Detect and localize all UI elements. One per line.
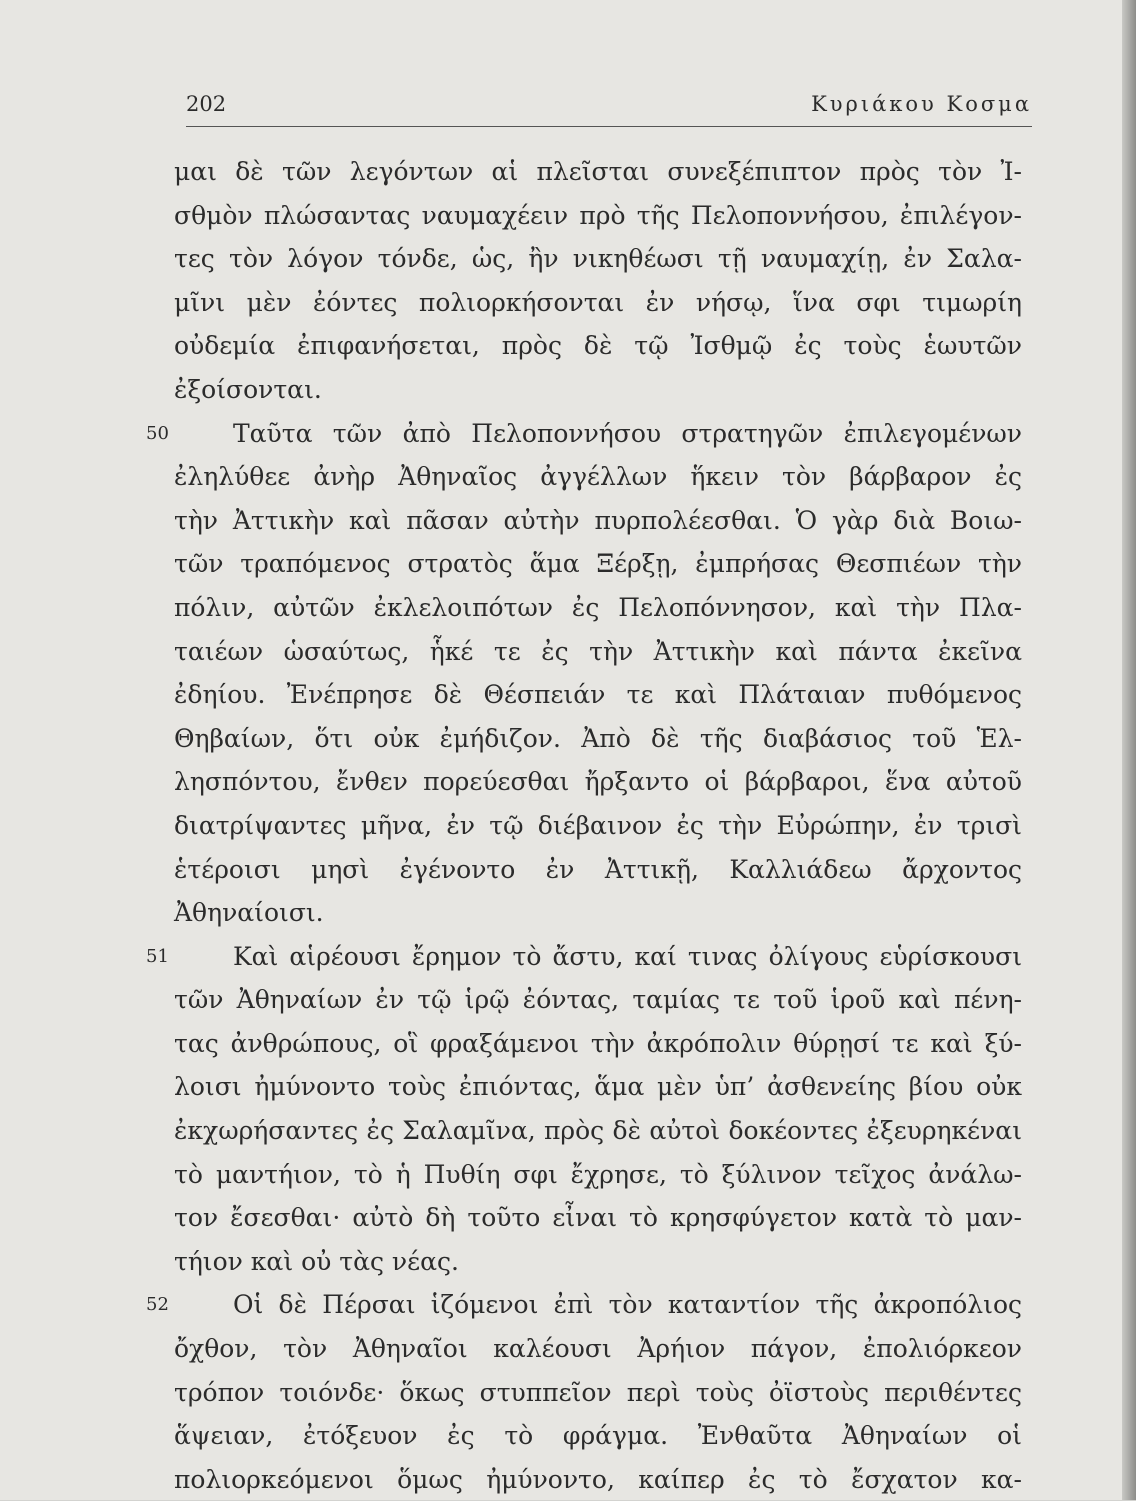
text-line xyxy=(0,1240,1122,1284)
text-line xyxy=(0,1065,1122,1109)
running-head: Κυριάκου Κοσμα xyxy=(811,92,1032,116)
line-text: ἐδηίου. Ἐνέπρησε δὲ Θέσπειάν τε καὶ Πλάταιαν πυθόμενος xyxy=(174,680,1022,710)
text-line xyxy=(0,150,1122,194)
text-line xyxy=(0,848,1122,892)
text-line xyxy=(0,412,1122,456)
line-text: τῶν Ἀθηναίων ἐν τῷ ἱρῷ ἐόντας, ταμίας τε τοῦ ἱροῦ καὶ πένη- xyxy=(174,985,1022,1015)
text-line xyxy=(0,1022,1122,1066)
line-text: ἑτέροισι μησὶ ἐγένοντο ἐν Ἀττικῇ, Καλλιάδεω ἄρχοντος xyxy=(174,854,1022,884)
line-text: λοισι ἠμύνοντο τοὺς ἐπιόντας, ἅμα μὲν ὑπ’ ἀσθενείης βίου οὐκ xyxy=(174,1072,1022,1102)
text-line xyxy=(0,1283,1122,1327)
body-text xyxy=(0,150,1122,1501)
section-number: 50 xyxy=(146,422,169,444)
line-text: μῖνι μὲν ἐόντες πολιορκήσονται ἐν νήσῳ, ἵνα σφι τιμωρίη xyxy=(174,287,1022,317)
line-text: ὄχθον, τὸν Ἀθηναῖοι καλέουσι Ἀρήιον πάγον, ἐπολιόρκεον xyxy=(174,1334,1022,1364)
text-line xyxy=(0,542,1122,586)
line-text: τον ἔσεσθαι· αὐτὸ δὴ τοῦτο εἶναι τὸ κρησφύγετον κατὰ τὸ μαν- xyxy=(174,1203,1022,1233)
line-text: τρόπον τοιόνδε· ὅκως στυππεῖον περὶ τοὺς ὀϊστοὺς περιθέντες xyxy=(174,1377,1022,1407)
line-text: τες τὸν λόγον τόνδε, ὡς, ἢν νικηθέωσι τῇ ναυμαχίῃ, ἐν Σαλα- xyxy=(174,244,1022,274)
line-text: ἅψειαν, ἐτόξευον ἐς τὸ φράγμα. Ἐνθαῦτα Ἀθηναίων οἱ xyxy=(174,1421,1022,1451)
text-line xyxy=(0,324,1122,368)
section-number: 51 xyxy=(146,945,169,967)
line-text: ταιέων ὡσαύτως, ἧκέ τε ἐς τὴν Ἀττικὴν καὶ πάντα ἐκεῖνα xyxy=(174,636,1022,666)
line-text: τῶν τραπόμενος στρατὸς ἅμα Ξέρξῃ, ἐμπρήσας Θεσπιέων τὴν xyxy=(174,549,1022,579)
page-header xyxy=(186,92,1032,127)
line-text: τήιον καὶ οὐ τὰς νέας. xyxy=(174,1246,459,1276)
line-text: Θηβαίων, ὅτι οὐκ ἐμήδιζον. Ἀπὸ δὲ τῆς διαβάσιος τοῦ Ἑλ- xyxy=(174,723,1022,753)
line-text: τὴν Ἀττικὴν καὶ πᾶσαν αὐτὴν πυρπολέεσθαι. Ὁ γὰρ διὰ Βοιω- xyxy=(174,505,1022,535)
line-text: σθμὸν πλώσαντας ναυμαχέειν πρὸ τῆς Πελοποννήσου, ἐπιλέγον- xyxy=(174,200,1022,230)
page-edge-shadow xyxy=(1122,0,1136,1500)
text-line xyxy=(0,804,1122,848)
line-text: Καὶ αἱρέουσι ἔρημον τὸ ἄστυ, καί τινας ὀλίγους εὑρίσκουσι xyxy=(233,941,1022,971)
line-text: Οἱ δὲ Πέρσαι ἱζόμενοι ἐπὶ τὸν καταντίον τῆς ἀκροπόλιος xyxy=(233,1290,1022,1320)
section-number: 52 xyxy=(146,1294,169,1316)
text-line xyxy=(0,1371,1122,1415)
text-line xyxy=(0,760,1122,804)
text-line xyxy=(0,237,1122,281)
text-line xyxy=(0,630,1122,674)
text-line xyxy=(0,891,1122,935)
text-line xyxy=(0,1196,1122,1240)
text-line xyxy=(0,1458,1122,1501)
line-text: ἐκχωρήσαντες ἐς Σαλαμῖνα, πρὸς δὲ αὐτοὶ δοκέοντες ἐξευρηκέναι xyxy=(174,1116,1022,1146)
text-line xyxy=(0,1153,1122,1197)
text-line xyxy=(0,1109,1122,1153)
line-text: τας ἀνθρώπους, οἳ φραξάμενοι τὴν ἀκρόπολιν θύρῃσί τε καὶ ξύ- xyxy=(174,1028,1022,1058)
line-text: διατρίψαντες μῆνα, ἐν τῷ διέβαινον ἐς τὴν Εὐρώπην, ἐν τρισὶ xyxy=(174,810,1022,840)
line-text: Ταῦτα τῶν ἀπὸ Πελοποννήσου στρατηγῶν ἐπιλεγομένων xyxy=(233,418,1022,448)
line-text: λησπόντου, ἔνθεν πορεύεσθαι ἤρξαντο οἱ βάρβαροι, ἕνα αὐτοῦ xyxy=(174,767,1022,797)
text-line xyxy=(0,586,1122,630)
text-line xyxy=(0,368,1122,412)
line-text: οὐδεμία ἐπιφανήσεται, πρὸς δὲ τῷ Ἰσθμῷ ἐς τοὺς ἑωυτῶν xyxy=(174,331,1022,361)
text-line xyxy=(0,281,1122,325)
text-line xyxy=(0,673,1122,717)
line-text: Ἀθηναίοισι. xyxy=(174,898,324,928)
text-line xyxy=(0,717,1122,761)
line-text: μαι δὲ τῶν λεγόντων αἱ πλεῖσται συνεξέπιπτον πρὸς τὸν Ἰ- xyxy=(174,157,1022,186)
line-text: πόλιν, αὐτῶν ἐκλελοιπότων ἐς Πελοπόννησον, καὶ τὴν Πλα- xyxy=(174,592,1022,622)
line-text: πολιορκεόμενοι ὅμως ἠμύνοντο, καίπερ ἐς τὸ ἔσχατον κα- xyxy=(174,1464,1022,1494)
line-text: τὸ μαντήιον, τὸ ἡ Πυθίη σφι ἔχρησε, τὸ ξύλινον τεῖχος ἀνάλω- xyxy=(174,1159,1022,1189)
text-line xyxy=(0,1414,1122,1458)
page-number: 202 xyxy=(186,92,227,116)
text-line xyxy=(0,1327,1122,1371)
line-text: ἐληλύθεε ἀνὴρ Ἀθηναῖος ἀγγέλλων ἥκειν τὸν βάρβαρον ἐς xyxy=(174,462,1022,492)
text-line xyxy=(0,194,1122,238)
text-line xyxy=(0,935,1122,979)
line-text: ἐξοίσονται. xyxy=(174,374,322,404)
text-line xyxy=(0,499,1122,543)
text-line xyxy=(0,978,1122,1022)
text-line xyxy=(0,455,1122,499)
